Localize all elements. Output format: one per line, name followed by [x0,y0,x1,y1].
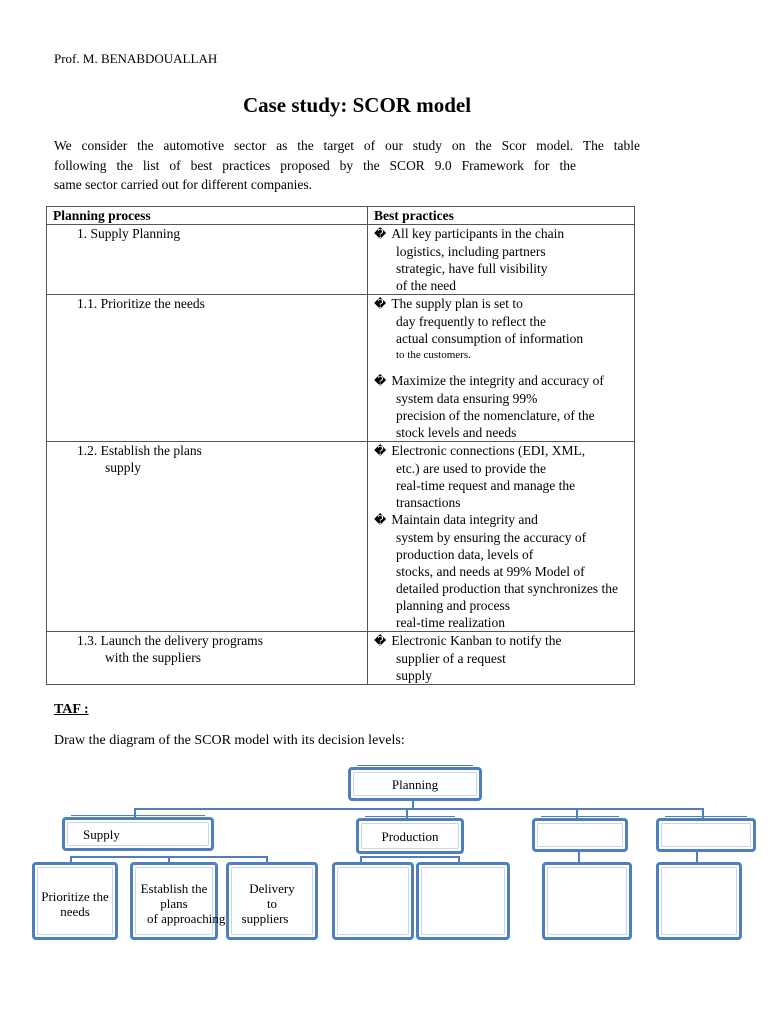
planning-node-label: Planning [391,777,439,792]
author-name: Prof. M. BENABDOUALLAH [54,51,218,66]
table-header-row [47,207,635,225]
practices-cell [368,225,635,295]
supply-node-label: Supply [83,827,120,842]
process-cell [47,295,368,442]
node-label: Prioritize the [41,889,109,904]
process-cell [47,225,368,295]
node-label: plans [160,896,188,911]
production-node-label: Production [381,829,439,844]
intro-paragraph [54,136,640,195]
table-row [47,225,635,295]
practices-cell [368,295,635,442]
column-header-process: Planning process [47,207,368,225]
practice-line: logistics, including partners [396,244,546,259]
practice-line: � Electronic connections (EDI, XML, [374,443,585,458]
delivery-suppliers-node [226,862,318,940]
empty-level1-node [532,818,628,852]
connector-line [134,808,704,810]
empty-level2-node [656,862,742,940]
practice-line: day frequently to reflect the [396,314,546,329]
practice-line: etc.) are used to provide the [396,461,546,476]
page-title: Case study: SCOR model [242,93,472,117]
practice-line: system data ensuring 99% [396,391,538,406]
table-row [47,295,635,442]
practice-line: actual consumption of information [396,331,584,346]
practice-line: production data, levels of [396,547,534,562]
empty-level2-node [332,862,414,940]
practice-line: � Maximize the integrity and accuracy of [374,373,604,388]
practice-bullet [374,442,634,511]
practice-line: of the need [396,278,456,293]
practice-line: supply [396,668,433,683]
practice-line: � All key participants in the chain [374,226,564,241]
empty-level2-node [416,862,510,940]
practice-bullet [374,295,634,364]
process-label: 1.3. Launch the delivery programs [77,633,263,648]
process-label: with the suppliers [105,650,201,665]
practice-bullet [374,511,634,631]
column-header-practices: Best practices [368,207,635,225]
process-label: supply [105,460,142,475]
prioritize-needs-node [32,862,118,940]
practice-bullet [374,225,634,294]
empty-level2-node [542,862,632,940]
supply-node [62,817,214,851]
practice-line: strategic, have full visibility [396,261,548,276]
node-label: Delivery [249,881,295,896]
process-label: 1.1. Prioritize the needs [77,296,205,311]
connector-line [360,856,460,858]
practice-line: system by ensuring the accuracy of [396,530,587,545]
node-label: Establish the [140,881,208,896]
process-label: 1. Supply Planning [77,226,181,241]
practice-line: stock levels and needs [396,425,517,440]
table-row [47,442,635,632]
process-cell [47,442,368,632]
table-row [47,632,635,685]
practice-line: supplier of a request [396,651,506,666]
practice-line: � The supply plan is set to [374,296,523,311]
practice-line: transactions [396,495,461,510]
process-label: 1.2. Establish the plans [77,443,202,458]
practice-line: to the customers. [396,349,471,361]
establish-plans-node [130,862,226,940]
intro-line-2: following the list of best practices proposed by the SCOR 9.0 Framework for the [54,157,576,173]
production-node [356,818,464,854]
node-label: of approaching [147,911,226,926]
practice-line: precision of the nomenclature, of the [396,408,595,423]
practice-line: real-time realization [396,615,506,630]
practice-bullet [374,372,634,441]
practice-line: detailed production that synchronizes the [396,581,618,596]
empty-level1-node [656,818,756,852]
practice-line: real-time request and manage the [396,478,576,493]
best-practices-table [46,206,635,685]
practice-bullet [374,632,634,684]
node-label: to [266,896,278,911]
planning-node [348,767,482,801]
practice-line: stocks, and needs at 99% Model of [396,564,585,579]
process-cell [47,632,368,685]
intro-line-1: We consider the automotive sector as the target of our study on the Scor model. The table [54,138,640,153]
task-label: TAF : [54,702,89,717]
practice-line: � Maintain data integrity and [374,512,538,527]
practices-cell [368,442,635,632]
practices-cell [368,632,635,685]
node-label: needs [60,904,90,919]
practice-line: � Electronic Kanban to notify the [374,633,562,648]
intro-line-3: same sector carried out for different companies. [54,177,313,192]
practice-line: planning and process [396,598,510,613]
task-instruction: Draw the diagram of the SCOR model with its decision levels: [54,733,405,748]
node-label: suppliers [241,911,289,926]
